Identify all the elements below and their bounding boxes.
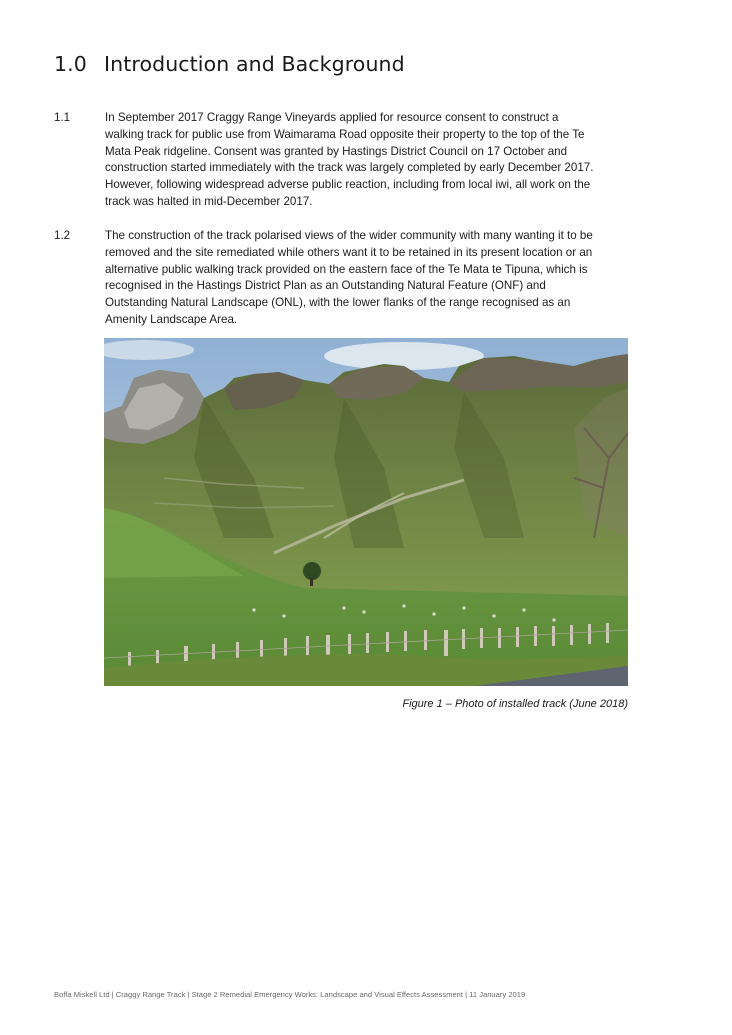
page-footer: Boffa Miskell Ltd | Craggy Range Track | Stage 2 Remedial Emergency Works: Landscape and Visual Effects Assessment | 11 January 2019 (54, 990, 526, 999)
paragraph-line: alternative public walking track provided on the eastern face of the Te Mata te Tipuna, which is (105, 262, 588, 276)
paragraph-1-1 (54, 110, 634, 210)
paragraph-number: 1.1 (54, 111, 71, 124)
landscape-illustration (104, 338, 628, 686)
section-title: Introduction and Background (104, 52, 405, 76)
section-number: 1.0 (54, 52, 87, 76)
paragraph-line: Outstanding Natural Landscape (ONL), with the lower flanks of the range recognised as an (105, 296, 571, 310)
paragraph-line: construction started immediately with the track was largely completed by early December 2017. (105, 161, 594, 175)
paragraph-line: removed and the site remediated while others want it to be retained in its present location or an (105, 245, 593, 259)
paragraph-line: Mata Peak ridgeline. Consent was granted by Hastings District Council on 17 October and (105, 144, 568, 158)
paragraph-number: 1.2 (54, 229, 71, 242)
paragraph-line: The construction of the track polarised views of the wider community with many wanting it to be (105, 229, 593, 242)
figure-caption: Figure 1 – Photo of installed track (June 2018) (402, 698, 628, 710)
paragraph-line: track was halted in mid-December 2017. (105, 194, 313, 208)
paragraph-line: In September 2017 Craggy Range Vineyards applied for resource consent to construct a (105, 111, 559, 124)
paragraph-line: Amenity Landscape Area. (105, 312, 238, 326)
section-heading (54, 52, 405, 76)
paragraph-text (105, 228, 630, 329)
paragraph-line: walking track for public use from Waimarama Road opposite their property to the top of the Te (105, 127, 585, 141)
paragraph-line: recognised in the Hastings District Plan as an Outstanding Natural Feature (ONF) and (105, 279, 546, 293)
paragraph-text (105, 110, 630, 211)
paragraph-line: However, following widespread adverse public reaction, including from local iwi, all work on the (105, 178, 591, 192)
paragraph-1-2 (54, 228, 634, 328)
track-photo (104, 338, 628, 686)
